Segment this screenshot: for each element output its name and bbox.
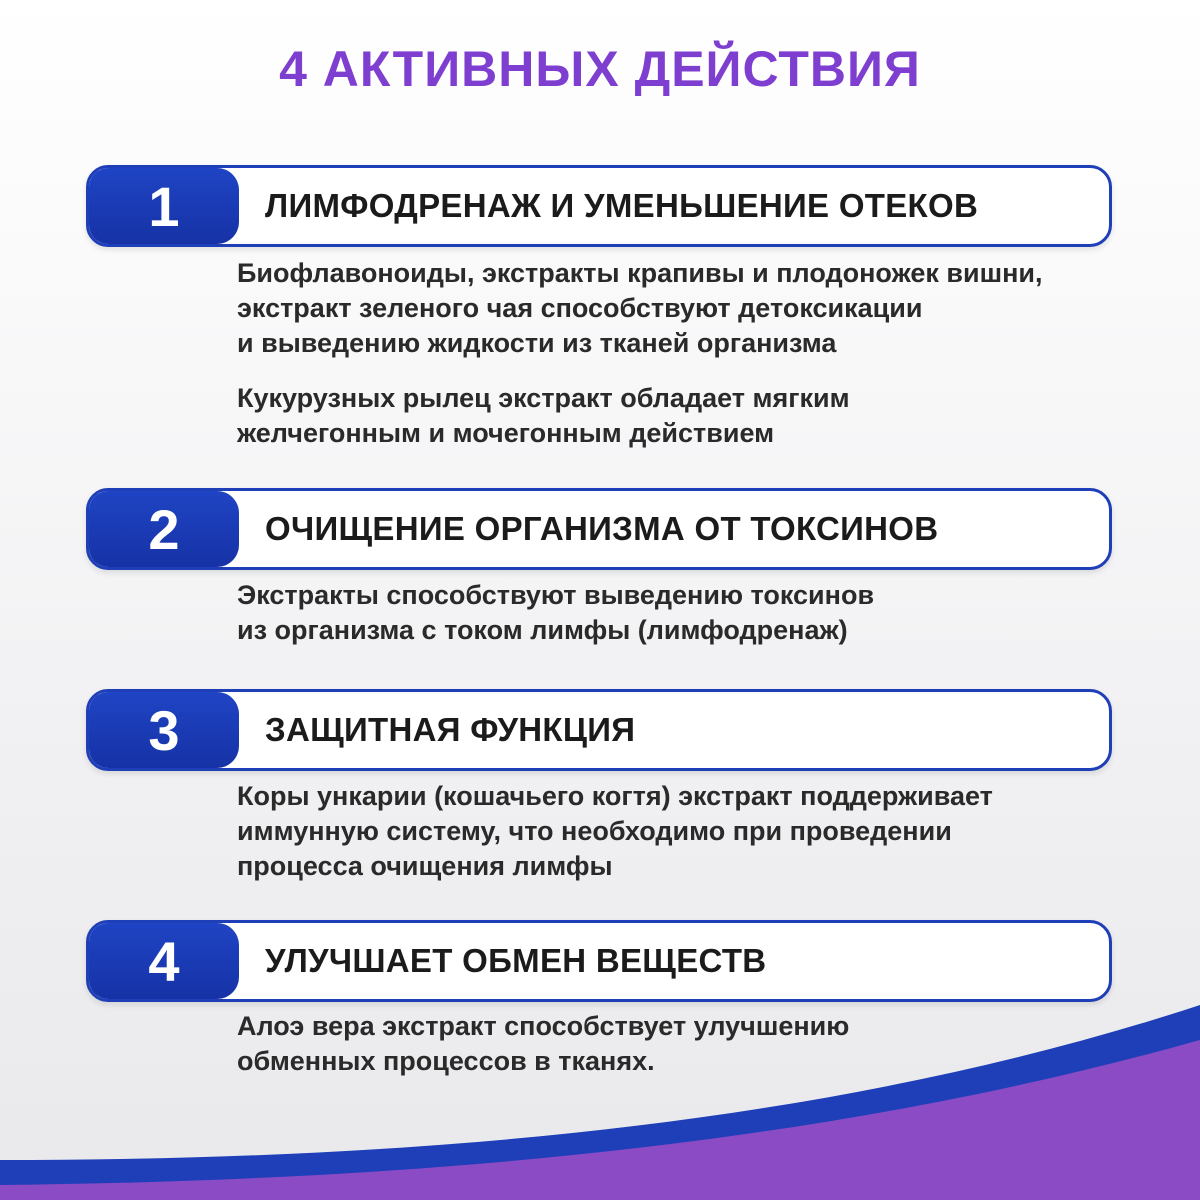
text-line: иммунную систему, что необходимо при проведении xyxy=(237,816,952,846)
text-line: и выведению жидкости из тканей организма xyxy=(237,328,837,358)
text-line: из организма с током лимфы (лимфодренаж) xyxy=(237,615,848,645)
text-line: Биофлавоноиды, экстракты крапивы и плодоножек вишни, xyxy=(237,258,1043,288)
text-line: экстракт зеленого чая способствуют детоксикации xyxy=(237,293,923,323)
section-1-paragraph-2 xyxy=(237,381,1137,451)
section-title-1: ЛИМФОДРЕНАЖ И УМЕНЬШЕНИЕ ОТЕКОВ xyxy=(265,187,979,224)
section-header-3 xyxy=(86,689,1112,771)
page-title: 4 АКТИВНЫХ ДЕЙСТВИЯ xyxy=(279,41,921,97)
section-number-3: 3 xyxy=(89,692,239,768)
text-line: Экстракты способствуют выведению токсинов xyxy=(237,580,875,610)
section-number-2: 2 xyxy=(89,491,239,567)
section-4-paragraph-1 xyxy=(237,1009,1137,1079)
text-line: Кукурузных рылец экстракт обладает мягким xyxy=(237,383,850,413)
text-line: процесса очищения лимфы xyxy=(237,851,613,881)
section-title-3: ЗАЩИТНАЯ ФУНКЦИЯ xyxy=(265,711,636,748)
text-line: Коры ункарии (кошачьего когтя) экстракт поддерживает xyxy=(237,781,993,811)
section-header-2 xyxy=(86,488,1112,570)
section-3-paragraph-1 xyxy=(237,779,1137,884)
section-header-1 xyxy=(86,165,1112,247)
section-2-paragraph-1 xyxy=(237,578,1137,648)
section-title-4: УЛУЧШАЕТ ОБМЕН ВЕЩЕСТВ xyxy=(265,942,767,979)
section-title-2: ОЧИЩЕНИЕ ОРГАНИЗМА ОТ ТОКСИНОВ xyxy=(265,510,939,547)
section-number-4: 4 xyxy=(89,923,239,999)
section-number-1: 1 xyxy=(89,168,239,244)
text-line: Алоэ вера экстракт способствует улучшению xyxy=(237,1011,850,1041)
text-line: желчегонным и мочегонным действием xyxy=(237,418,775,448)
section-header-4 xyxy=(86,920,1112,1002)
text-line: обменных процессов в тканях. xyxy=(237,1046,655,1076)
section-1-paragraph-1 xyxy=(237,256,1137,361)
